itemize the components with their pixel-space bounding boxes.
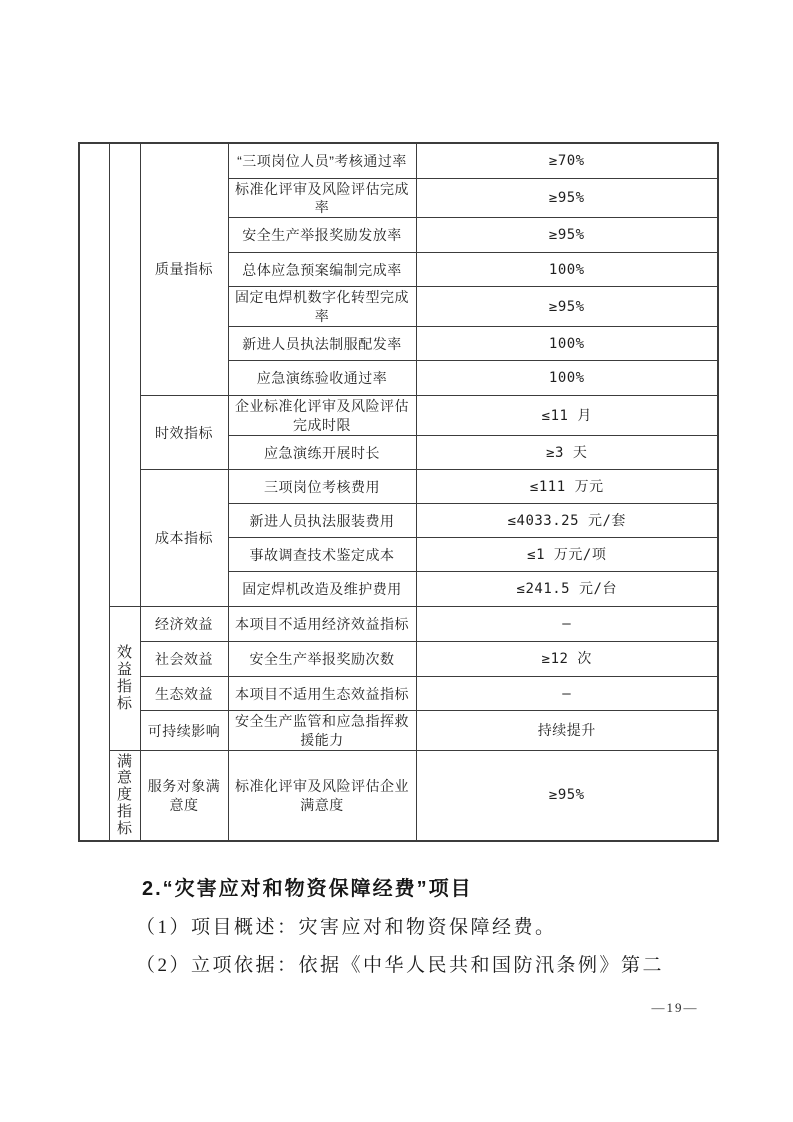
category-label: 成本指标 [155, 530, 213, 547]
indicator-name-cell: 本项目不适用经济效益指标 [228, 607, 416, 642]
indicator-name-cell: 标准化评审及风险评估完成率 [228, 178, 416, 218]
indicator-value-cell: ≤1 万元/项 [416, 538, 718, 572]
indicator-value-cell: — [416, 677, 718, 711]
indicator-name-cell: 企业标准化评审及风险评估完成时限 [228, 396, 416, 436]
indicator-name-cell: 应急演练开展时长 [228, 436, 416, 470]
benefit-indicator-category-cell [109, 607, 140, 751]
indicator-value-cell: ≤241.5 元/台 [416, 572, 718, 607]
indicator-value-cell: ≥95% [416, 751, 718, 841]
indicator-value-cell: ≥95% [416, 218, 718, 253]
page-number: —19— [651, 1000, 699, 1015]
table-row [79, 396, 718, 436]
table-row [79, 711, 718, 751]
secondary-indicator-cell: 社会效益 [140, 642, 228, 677]
indicator-name-cell: 安全生产举报奖励发放率 [228, 218, 416, 253]
indicator-name-cell: 固定焊机改造及维护费用 [228, 572, 416, 607]
indicator-name-cell: 安全生产举报奖励次数 [228, 642, 416, 677]
indicator-value-cell: ≤111 万元 [416, 470, 718, 504]
indicator-value-cell: ≥3 天 [416, 436, 718, 470]
secondary-indicator-cell: 服务对象满意度 [140, 751, 228, 841]
table-row [79, 607, 718, 642]
indicator-name-cell: 新进人员执法制服配发率 [228, 327, 416, 361]
table-row [79, 751, 718, 841]
satisfaction-indicator-category-cell [109, 751, 140, 841]
level1-continuation-cell [79, 143, 109, 841]
secondary-indicator-cell: 经济效益 [140, 607, 228, 642]
primary-category-label: 满意度指标 [116, 752, 132, 837]
secondary-indicator-cell: 生态效益 [140, 677, 228, 711]
indicator-value-cell: ≥12 次 [416, 642, 718, 677]
indicator-value-cell: ≥95% [416, 287, 718, 327]
indicator-name-cell: 总体应急预案编制完成率 [228, 253, 416, 287]
indicator-value-cell: 100% [416, 253, 718, 287]
output-indicator-continuation-cell [109, 143, 140, 607]
secondary-indicator-cell [140, 143, 228, 396]
indicator-value-cell: ≥70% [416, 143, 718, 178]
category-label: 质量指标 [155, 261, 213, 278]
secondary-indicator-cell: 可持续影响 [140, 711, 228, 751]
primary-category-label: 效益指标 [116, 644, 132, 712]
indicator-name-cell: 固定电焊机数字化转型完成率 [228, 287, 416, 327]
indicator-name-cell: 标准化评审及风险评估企业满意度 [228, 751, 416, 841]
indicator-value-cell: ≤4033.25 元/套 [416, 504, 718, 538]
indicator-name-cell: 安全生产监管和应急指挥救援能力 [228, 711, 416, 751]
paragraph-project-overview: （1）项目概述：灾害应对和物资保障经费。 [136, 917, 557, 938]
secondary-indicator-cell [140, 470, 228, 607]
indicator-value-cell: ≥95% [416, 178, 718, 218]
table-row [79, 677, 718, 711]
indicator-value-cell: ≤11 月 [416, 396, 718, 436]
indicator-value-cell: 100% [416, 327, 718, 361]
section-heading: 2.“灾害应对和物资保障经费”项目 [142, 878, 473, 900]
indicator-name-cell: 新进人员执法服装费用 [228, 504, 416, 538]
indicator-value-cell: 持续提升 [416, 711, 718, 751]
table-row [79, 642, 718, 677]
performance-indicator-table [78, 142, 719, 842]
secondary-indicator-cell [140, 396, 228, 470]
indicator-value-cell: — [416, 607, 718, 642]
paragraph-project-basis: （2）立项依据：依据《中华人民共和国防汛条例》第二 [136, 955, 665, 976]
indicator-name-cell: 事故调查技术鉴定成本 [228, 538, 416, 572]
indicator-name-cell: “三项岗位人员”考核通过率 [228, 143, 416, 178]
indicator-name-cell: 三项岗位考核费用 [228, 470, 416, 504]
indicator-name-cell: 应急演练验收通过率 [228, 361, 416, 396]
category-label: 时效指标 [155, 424, 213, 441]
table-row [79, 143, 718, 178]
indicator-name-cell: 本项目不适用生态效益指标 [228, 677, 416, 711]
table-row [79, 470, 718, 504]
indicator-value-cell: 100% [416, 361, 718, 396]
